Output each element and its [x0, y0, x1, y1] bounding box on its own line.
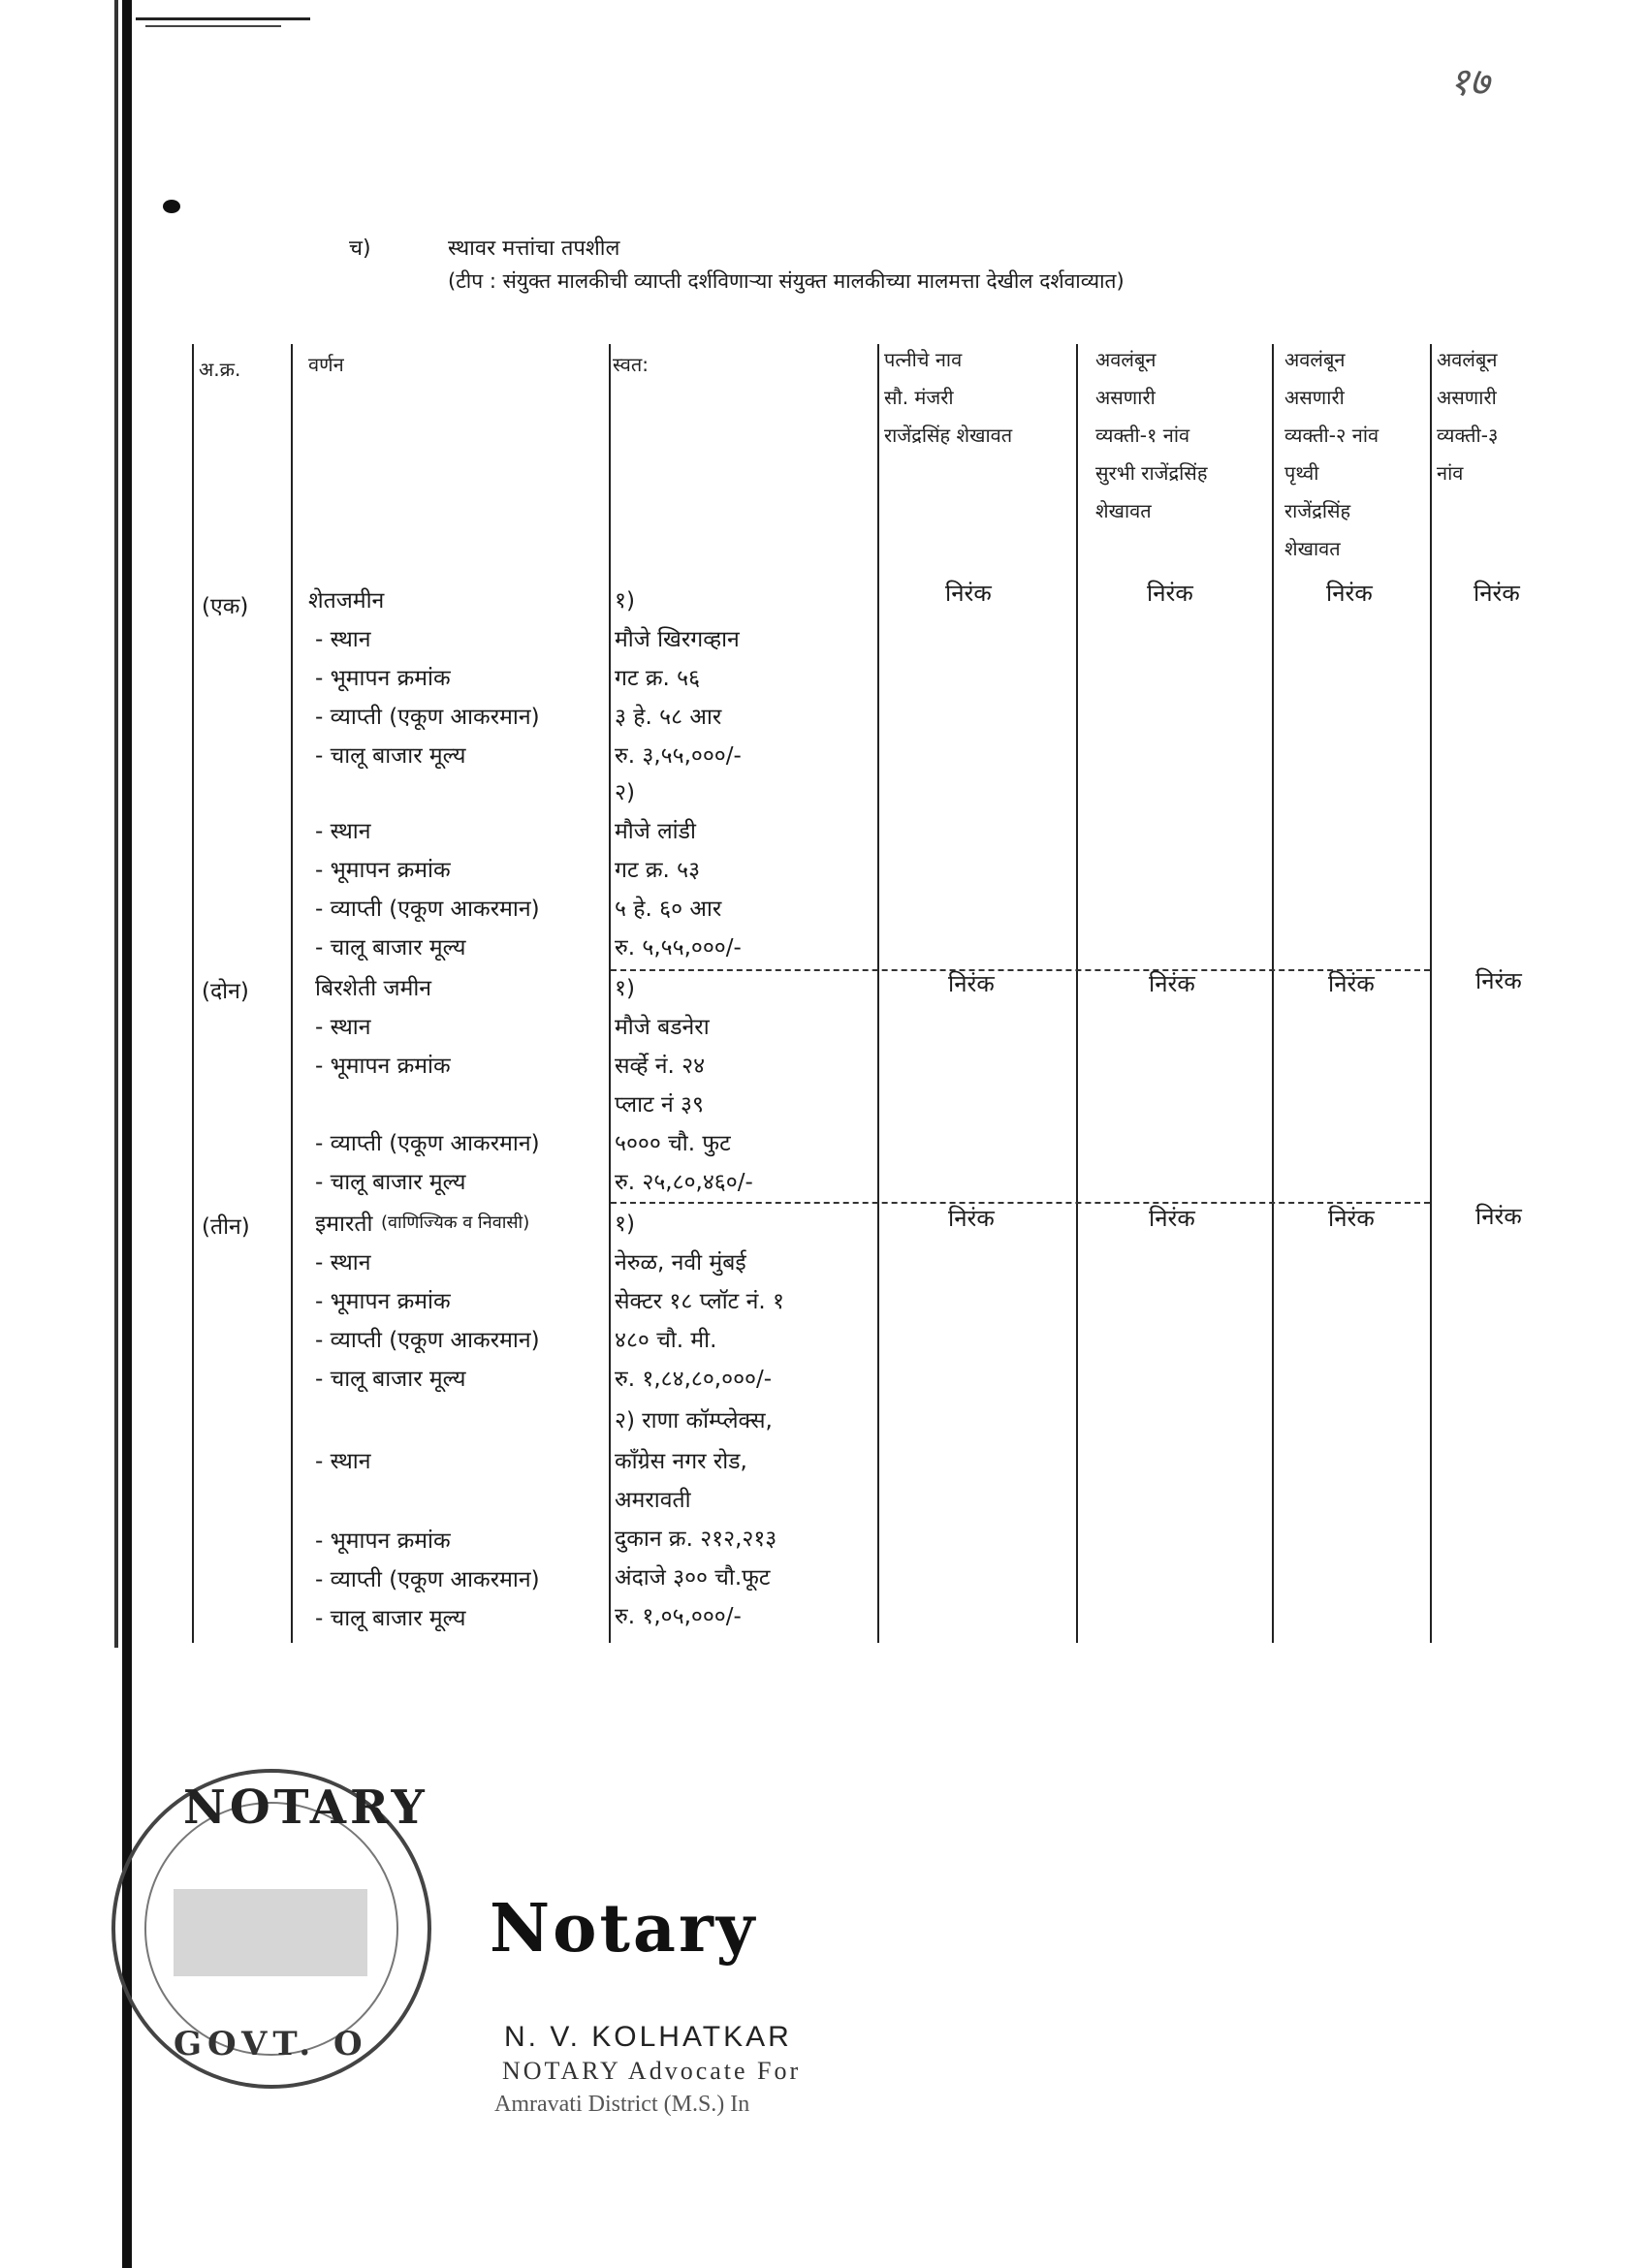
row-self-line: २) राणा कॉम्प्लेक्स,: [615, 1408, 773, 1433]
row-sr: (एक): [202, 594, 249, 619]
header-dep1-line: शेखावत: [1095, 499, 1152, 522]
row-self-line: गट क्र. ५६: [615, 666, 701, 691]
row-self-line: रु. ३,५५,०००/-: [615, 743, 742, 769]
row-desc-line: - भूमापन क्रमांक: [315, 858, 451, 883]
section-label: च): [349, 236, 371, 261]
header-dep3-line: असणारी: [1437, 386, 1497, 409]
table-vline: [291, 344, 293, 1643]
row-self-line: ४८० चौ. मी.: [615, 1328, 717, 1353]
header-spouse-line: राजेंद्रसिंह शेखावत: [884, 424, 1013, 447]
row-self-line: नेरुळ, नवी मुंबई: [615, 1250, 746, 1276]
row-desc-line: - स्थान: [315, 1015, 371, 1040]
row-self-line: रु. १,८४,८०,०००/-: [615, 1367, 773, 1392]
row-sr: (तीन): [202, 1214, 250, 1240]
row-desc-line: बिरशेती जमीन: [315, 976, 432, 1001]
row-desc-line: - स्थान: [315, 1449, 371, 1474]
notary-seal: [111, 1769, 431, 2089]
row-desc-line: - व्याप्ती (एकूण आकरमान): [315, 1328, 540, 1353]
table-vline: [877, 344, 879, 1643]
header-self: स्वत:: [613, 353, 650, 376]
row-sr: (दोन): [202, 979, 249, 1004]
row-desc-line: - व्याप्ती (एकूण आकरमान): [315, 897, 540, 922]
header-dep2-line: पृथ्वी: [1284, 461, 1319, 485]
header-dep1-line: व्यक्ती-१ नांव: [1095, 424, 1190, 447]
seal-inner-stamp: [174, 1889, 367, 1976]
header-dep1-line: सुरभी राजेंद्रसिंह: [1095, 461, 1208, 485]
header-description: वर्णन: [308, 353, 344, 376]
table-hline: [611, 969, 1430, 971]
header-sr: अ.क्र.: [199, 358, 241, 381]
dep2-nil: निरंक: [1328, 970, 1375, 997]
row-self-line: अमरावती: [615, 1488, 691, 1513]
row-desc-line: - स्थान: [315, 1250, 371, 1276]
dep1-nil: निरंक: [1149, 970, 1195, 997]
dep1-nil: निरंक: [1147, 580, 1193, 607]
notary-name: N. V. KOLHATKAR: [504, 2021, 792, 2053]
row-desc-line: - स्थान: [315, 627, 371, 652]
header-dep2-line: राजेंद्रसिंह: [1284, 499, 1351, 522]
row-desc-line: - भूमापन क्रमांक: [315, 666, 451, 691]
table-vline: [609, 344, 611, 1643]
row-self-line: दुकान क्र. २१२,२१३: [615, 1527, 777, 1552]
ink-blot: [163, 200, 180, 213]
spouse-nil: निरंक: [945, 580, 992, 607]
row-self-line: २): [615, 780, 635, 805]
row-desc-line: - स्थान: [315, 819, 371, 844]
row-self-line: मौजे बडनेरा: [615, 1015, 710, 1040]
header-dep3-line: व्यक्ती-३: [1437, 424, 1499, 447]
row-desc-line: - व्याप्ती (एकूण आकरमान): [315, 1567, 540, 1592]
row-self-line: १): [615, 976, 635, 1001]
row-self-line: १): [615, 588, 635, 614]
dep1-nil: निरंक: [1149, 1205, 1195, 1232]
table-hline: [611, 1202, 1430, 1204]
header-dep1-line: अवलंबून: [1095, 348, 1157, 371]
dep2-nil: निरंक: [1328, 1205, 1375, 1232]
row-desc-line: - भूमापन क्रमांक: [315, 1054, 451, 1079]
table-vline: [1076, 344, 1078, 1643]
header-dep1-line: असणारी: [1095, 386, 1156, 409]
row-desc-line: - व्याप्ती (एकूण आकरमान): [315, 705, 540, 730]
row-self-line: ५ हे. ६० आर: [615, 897, 722, 922]
header-spouse-line: सौ. मंजरी: [884, 386, 954, 409]
scan-left-edge-shadow: [114, 0, 118, 1648]
header-dep2-line: अवलंबून: [1284, 348, 1346, 371]
row-self-line: मौजे लांडी: [615, 819, 696, 844]
row-self-line: १): [615, 1212, 635, 1237]
section-note: (टीप : संयुक्त मालकीची व्याप्ती दर्शविणाऱ्या संयुक्त मालकीच्या मालमत्ता देखील दर्शवाव्यात): [448, 269, 1125, 293]
row-self-line: सेक्टर १८ प्लॉट नं. १: [615, 1289, 784, 1314]
header-dep3-line: अवलंबून: [1437, 348, 1498, 371]
spouse-nil: निरंक: [948, 970, 995, 997]
row-self-line: गट क्र. ५३: [615, 858, 701, 883]
row-self-line: सर्व्हे नं. २४: [615, 1054, 706, 1079]
notary-jurisdiction: Amravati District (M.S.) In: [494, 2092, 750, 2117]
seal-text-top: NOTARY: [183, 1780, 428, 1835]
page-number: १७: [1449, 60, 1490, 105]
row-self-line: रु. २५,८०,४६०/-: [615, 1170, 753, 1195]
row-desc-line: - चालू बाजार मूल्य: [315, 1606, 466, 1631]
row-desc-line: (वाणिज्यिक व निवासी): [381, 1213, 530, 1233]
row-self-line: मौजे खिरगव्हान: [615, 627, 740, 652]
row-desc-line: - चालू बाजार मूल्य: [315, 743, 466, 769]
header-dep2-line: शेखावत: [1284, 537, 1341, 560]
row-desc-line: - चालू बाजार मूल्य: [315, 1170, 466, 1195]
dep2-nil: निरंक: [1326, 580, 1373, 607]
row-desc-line: - चालू बाजार मूल्य: [315, 1367, 466, 1392]
row-self-line: ३ हे. ५८ आर: [615, 705, 722, 730]
notary-signature: Notary: [490, 1890, 758, 1968]
row-desc-line: शेतजमीन: [308, 588, 385, 614]
dep3-nil: निरंक: [1475, 1203, 1522, 1230]
spouse-nil: निरंक: [948, 1205, 995, 1232]
table-vline: [192, 344, 194, 1643]
row-self-line: ५००० चौ. फुट: [615, 1131, 731, 1156]
row-self-line: रु. ५,५५,०००/-: [615, 935, 742, 961]
dep3-nil: निरंक: [1475, 967, 1522, 994]
row-desc-line: - भूमापन क्रमांक: [315, 1289, 451, 1314]
table-vline: [1430, 344, 1432, 1643]
row-desc-line: - व्याप्ती (एकूण आकरमान): [315, 1131, 540, 1156]
row-desc-line: - चालू बाजार मूल्य: [315, 935, 466, 961]
scan-top-mark: [136, 17, 310, 20]
header-dep2-line: असणारी: [1284, 386, 1345, 409]
scan-top-mark-2: [145, 25, 281, 27]
table-vline: [1272, 344, 1274, 1643]
header-spouse-line: पत्नीचे नाव: [884, 348, 963, 371]
row-self-line: काँग्रेस नगर रोड,: [615, 1449, 747, 1474]
dep3-nil: निरंक: [1474, 580, 1520, 607]
row-self-line: अंदाजे ३०० चौ.फूट: [615, 1565, 771, 1591]
row-desc-line: इमारती: [315, 1212, 373, 1237]
row-self-line: रु. १,०५,०००/-: [615, 1604, 742, 1629]
section-title: स्थावर मत्तांचा तपशील: [448, 236, 620, 261]
header-dep2-line: व्यक्ती-२ नांव: [1284, 424, 1379, 447]
row-desc-line: - भूमापन क्रमांक: [315, 1528, 451, 1554]
seal-text-bottom: GOVT. O: [174, 2025, 368, 2063]
header-dep3-line: नांव: [1437, 461, 1464, 485]
notary-designation: NOTARY Advocate For: [502, 2057, 802, 2085]
row-self-line: प्लाट नं ३९: [615, 1092, 704, 1118]
